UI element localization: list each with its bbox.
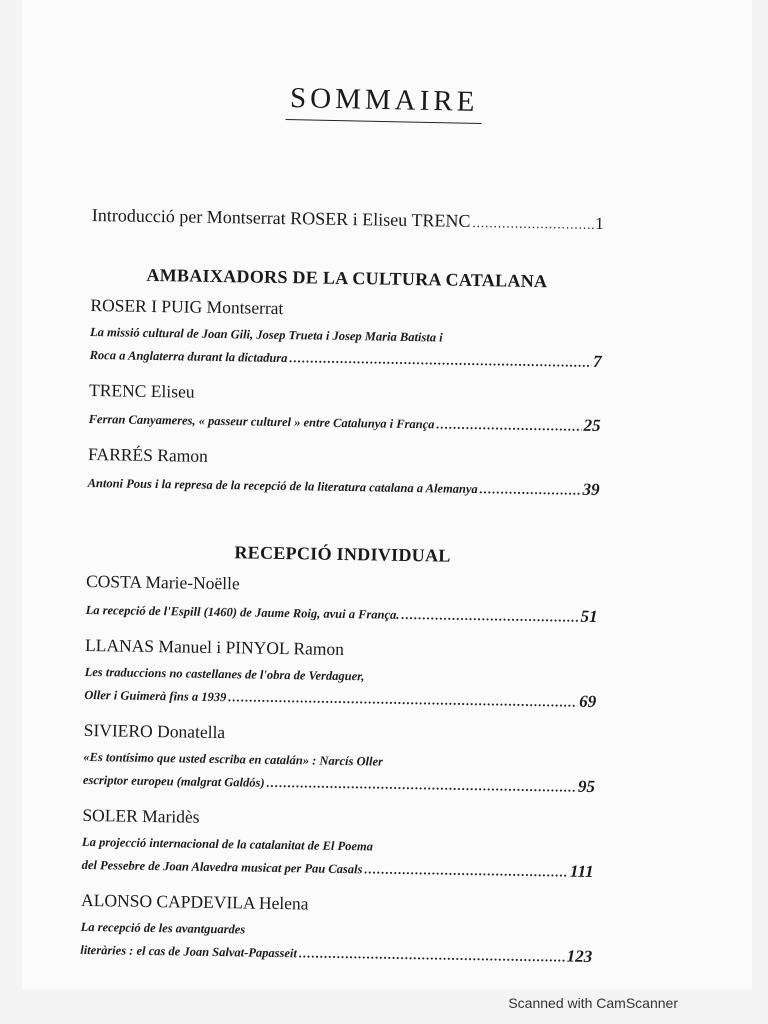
toc-entry — [80, 890, 593, 969]
entry-work-line: literàries : el cas de Joan Salvat-Papasseit — [80, 942, 298, 961]
leader-dots — [289, 347, 591, 373]
leader-dots — [472, 215, 593, 233]
entry-work-line: Les traduccions no castellanes de l'obra de Verdaguer, — [84, 664, 365, 684]
entry-author: SOLER Maridès — [82, 804, 200, 827]
toc-entry — [89, 295, 602, 374]
toc-entry — [88, 380, 601, 438]
entry-work-last-line — [85, 598, 597, 629]
leader-dots — [401, 604, 578, 628]
entry-author: LLANAS Manuel i PINYOL Ramon — [84, 634, 345, 660]
toc-entry — [83, 720, 596, 799]
leader-dots — [228, 686, 577, 712]
entry-work-last-line — [88, 407, 600, 438]
leader-dots — [266, 772, 576, 798]
entry-work — [81, 832, 594, 884]
entry-page-number: 111 — [569, 861, 594, 881]
leader-dots — [364, 858, 568, 882]
entry-work-line: La projecció internacional de la catalanitat de El Poema — [81, 834, 374, 854]
entry-work-line: Antoni Pous i la represa de la recepció de la literatura catalana a Alemanya — [87, 475, 478, 497]
section-heading: RECEPCIÓ INDIVIDUAL — [234, 542, 451, 566]
entry-work — [85, 598, 597, 629]
leader-dots — [480, 478, 581, 501]
entry-work-line: Ferran Canyameres, « passeur culturel » entre Catalunya i França — [88, 411, 435, 432]
entry-author: ROSER I PUIG Montserrat — [90, 294, 284, 319]
entry-work-line: La missió cultural de Joan Gili, Josep Trueta i Josep Maria Batista i — [89, 324, 443, 345]
toc-entry — [84, 635, 597, 714]
entry-work-line: Roca a Anglaterra durant la dictadura — [89, 347, 288, 366]
entry-work-line: del Pessebre de Joan Alavedra musicat per Pau Casals — [81, 857, 363, 877]
entry-author: SIVIERO Donatella — [83, 719, 226, 743]
entry-work-line: Oller i Guimerà fins a 1939 — [84, 687, 227, 705]
entry-page-number: 51 — [580, 606, 598, 626]
entry-work-last-line — [87, 471, 599, 502]
page-title: SOMMAIRE — [285, 82, 482, 124]
entry-work-line: escriptor europeu (malgrat Galdós) — [82, 772, 265, 790]
entry-work — [88, 407, 600, 438]
page-title-wrapper — [0, 84, 768, 122]
entry-page-number: 7 — [592, 351, 602, 372]
entry-work — [83, 747, 596, 799]
entry-work — [89, 322, 602, 374]
entry-page-number: 69 — [579, 691, 597, 711]
entry-work — [87, 471, 599, 502]
entry-work — [80, 917, 593, 969]
entry-author: COSTA Marie-Noëlle — [85, 570, 240, 594]
entry-work-line: La recepció de l'Espill (1460) de Jaume Roig, avui a França. — [85, 602, 400, 622]
entry-work-line: «Es tontísimo que usted escriba en catalán» : Narcís Oller — [83, 749, 384, 769]
table-of-contents — [80, 205, 604, 983]
section-heading: AMBAIXADORS DE LA CULTURA CATALANA — [146, 264, 548, 292]
intro-text: Introducció per Montserrat ROSER i Eliseu TRENC — [91, 205, 471, 231]
entry-page-number: 39 — [582, 479, 600, 500]
toc-entry — [87, 444, 600, 502]
entry-page-number: 123 — [566, 946, 593, 966]
entry-author: ALONSO CAPDEVILA Helena — [80, 889, 309, 914]
entry-page-number: 25 — [583, 415, 601, 436]
entry-author: FARRÉS Ramon — [87, 443, 208, 466]
scanner-watermark: Scanned with CamScanner — [508, 995, 678, 1011]
leader-dots — [299, 942, 565, 967]
leader-dots — [436, 413, 581, 436]
toc-entry — [85, 571, 598, 629]
entry-work — [84, 662, 597, 714]
toc-entry — [81, 805, 594, 884]
entry-page-number: 95 — [577, 776, 596, 796]
intro-page-number: 1 — [595, 213, 604, 234]
entry-author: TRENC Eliseu — [88, 379, 195, 402]
entry-work-line: La recepció de les avantguardes — [80, 919, 246, 937]
